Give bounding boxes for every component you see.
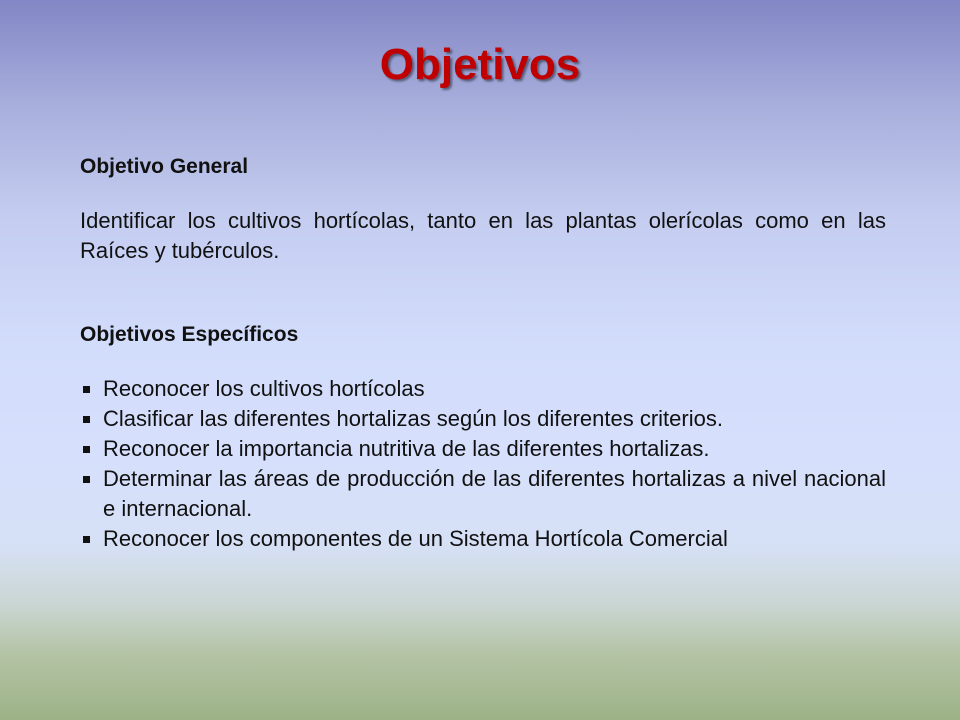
square-bullet-icon (83, 536, 90, 543)
list-item (80, 374, 886, 404)
list-item-text: Clasificar las diferentes hortalizas según los diferentes criterios. (103, 406, 723, 431)
slide-content (80, 152, 886, 554)
slide-title: Objetivos (379, 40, 581, 89)
general-objective-text: Identificar los cultivos hortícolas, tanto en las plantas olerícolas como en las Raíces y tubérculos. (80, 208, 886, 263)
list-item-text: Reconocer los cultivos hortícolas (103, 376, 425, 401)
specific-objectives-list (80, 374, 886, 554)
list-item (80, 434, 886, 464)
list-item (80, 404, 886, 434)
list-item (80, 464, 886, 524)
list-item-text: Reconocer la importancia nutritiva de las diferentes hortalizas. (103, 436, 710, 461)
list-item-text: Determinar las áreas de producción de las diferentes hortalizas a nivel nacional e internacional. (103, 466, 886, 521)
specific-objectives-heading: Objetivos Específicos (80, 323, 299, 346)
general-objective-heading: Objetivo General (80, 155, 249, 178)
square-bullet-icon (83, 476, 90, 483)
square-bullet-icon (83, 416, 90, 423)
square-bullet-icon (83, 446, 90, 453)
list-item-text: Reconocer los componentes de un Sistema Hortícola Comercial (103, 526, 728, 551)
list-item (80, 524, 886, 554)
square-bullet-icon (83, 386, 90, 393)
